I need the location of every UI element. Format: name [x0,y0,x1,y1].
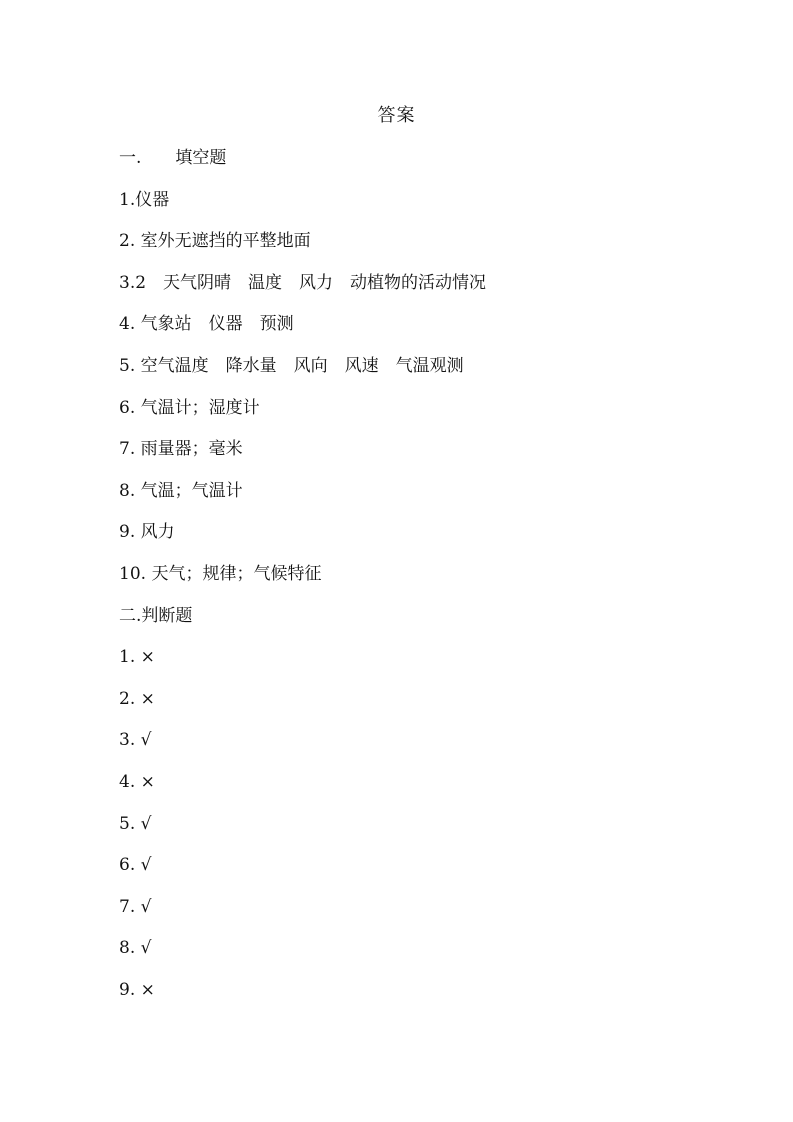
true-false-answer-3: 3. √ [119,730,152,751]
fill-in-answer-3: 3.2 天气阴晴 温度 风力 动植物的活动情况 [119,272,487,293]
page-title: 答案 [377,105,416,126]
true-false-answer-7: 7. √ [119,896,152,917]
fill-in-answer-8: 8. 气温；气温计 [119,480,243,501]
fill-in-answer-5: 5. 空气温度 降水量 风向 风速 气温观测 [119,355,464,376]
true-false-answer-1: 1. × [119,647,155,668]
true-false-answer-4: 4. × [119,771,155,792]
answer-content [119,144,719,1017]
section-heading-fill-in: 一. 填空题 [119,148,227,168]
true-false-answer-2: 2. × [119,688,155,709]
fill-in-answer-4: 4. 气象站 仪器 预测 [119,314,294,335]
fill-in-answer-10: 10. 天气；规律；气候特征 [119,563,322,584]
fill-in-answer-7: 7. 雨量器；毫米 [119,439,243,460]
true-false-answer-5: 5. √ [119,813,152,834]
fill-in-answer-2: 2. 室外无遮挡的平整地面 [119,231,311,252]
fill-in-answer-1: 1.仪器 [119,189,170,210]
fill-in-answer-9: 9. 风力 [119,522,175,543]
true-false-answer-6: 6. √ [119,855,152,876]
section-heading-true-false: 二.判断题 [119,605,193,626]
fill-in-answer-6: 6. 气温计；湿度计 [119,397,260,418]
true-false-answer-9: 9. × [119,979,155,1000]
true-false-answer-8: 8. √ [119,938,152,959]
